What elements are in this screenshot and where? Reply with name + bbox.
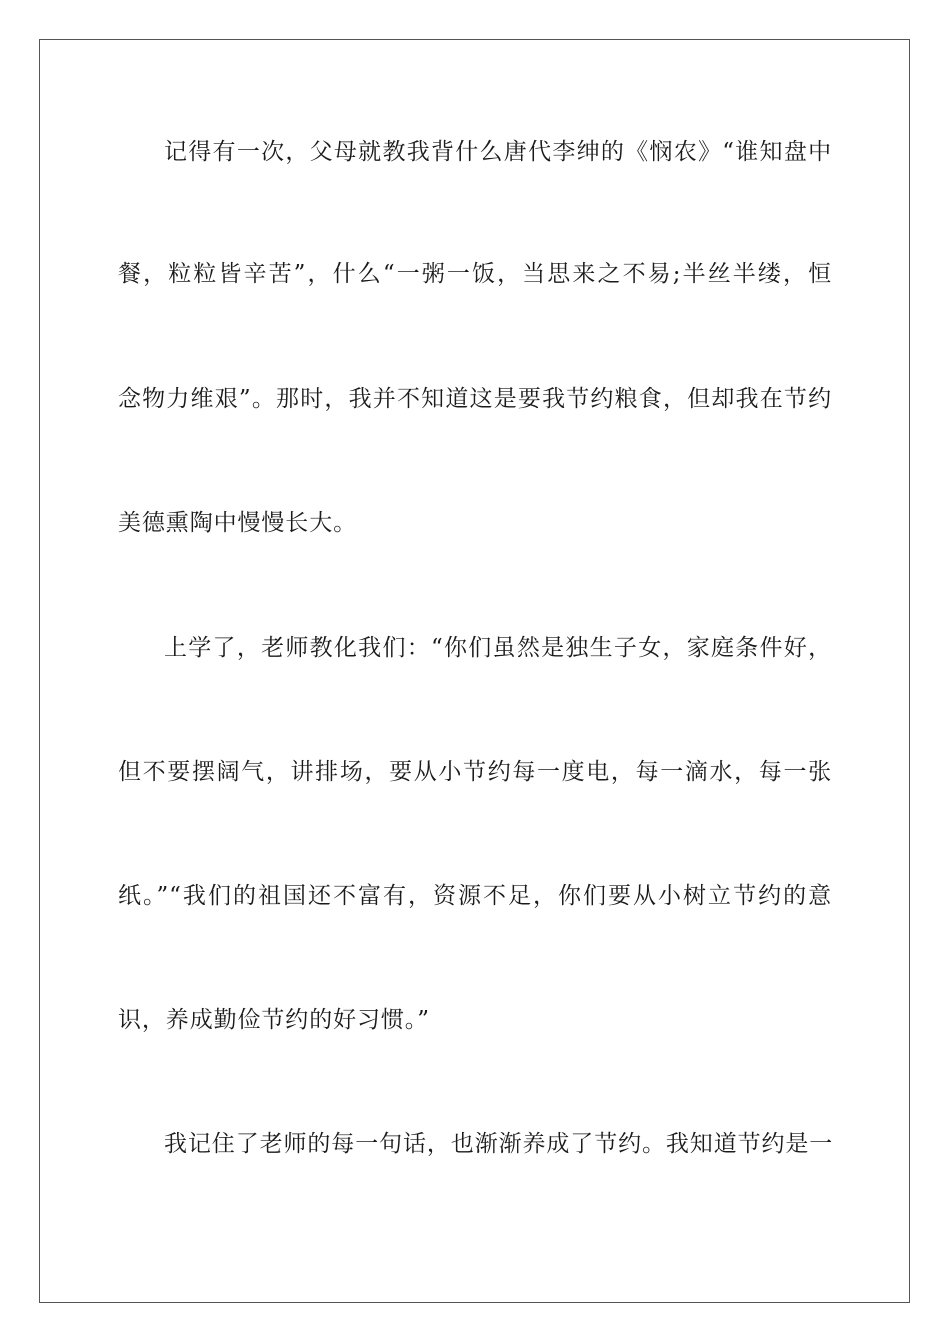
paragraph-1-line-3: 念物力维艰”。那时，我并不知道这是要我节约粮食，但却我在节约 bbox=[118, 386, 832, 412]
paragraph-3-line-1: 我记住了老师的每一句话，也渐渐养成了节约。我知道节约是一 bbox=[164, 1131, 834, 1157]
page-border bbox=[39, 39, 910, 1303]
paragraph-2-line-1: 上学了，老师教化我们：“你们虽然是独生子女，家庭条件好， bbox=[164, 635, 832, 661]
paragraph-2-line-4: 识，养成勤俭节约的好习惯。” bbox=[118, 1007, 430, 1033]
paragraph-1-line-2: 餐，粒粒皆辛苦”，什么“一粥一饭，当思来之不易;半丝半缕，恒 bbox=[118, 261, 832, 287]
paragraph-1-line-1: 记得有一次，父母就教我背什么唐代李绅的《悯农》“谁知盘中 bbox=[164, 139, 832, 165]
paragraph-2-line-3: 纸。”“我们的祖国还不富有，资源不足，你们要从小树立节约的意 bbox=[118, 883, 832, 909]
paragraph-1-line-4: 美德熏陶中慢慢长大。 bbox=[118, 510, 357, 536]
paragraph-2-line-2: 但不要摆阔气，讲排场，要从小节约每一度电，每一滴水，每一张 bbox=[118, 759, 832, 785]
